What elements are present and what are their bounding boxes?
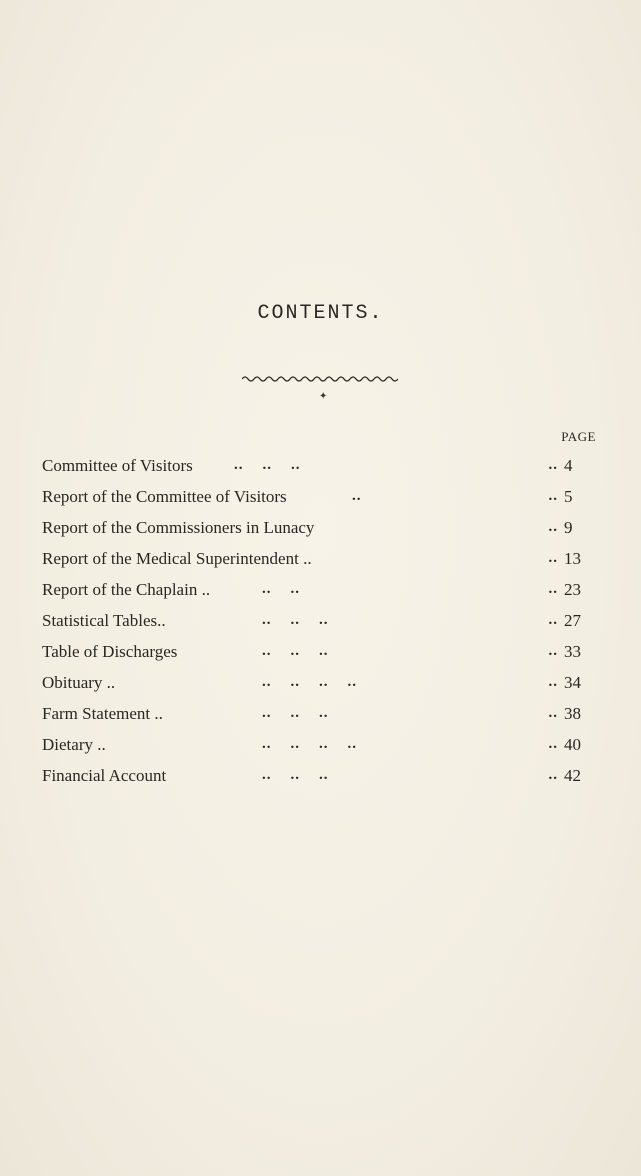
toc-entry-page-number: 9 [564,518,573,537]
toc-entry [42,450,592,481]
toc-entry-page-number: 13 [564,549,581,568]
toc-page-leader: .. [548,581,558,597]
toc-page-leader: .. [548,643,558,659]
toc-entry-leader: .. .. .. [234,457,301,473]
table-of-contents [42,450,592,791]
toc-entry-page-number: 40 [564,735,581,754]
toc-entry-leader: .. .. .. [262,643,329,659]
toc-entry-page-number: 27 [564,611,581,630]
page-column-label: PAGE [561,429,596,444]
toc-entry-title: Report of the Commissioners in Lunacy [42,518,315,537]
toc-entry-title: Committee of Visitors [42,456,193,475]
toc-entry-leader: .. .. .. .. [262,674,357,690]
toc-entry-page-number: 33 [564,642,581,661]
toc-page-leader: .. [548,612,558,628]
toc-page-leader: .. [548,767,558,783]
toc-entry-page-number: 34 [564,673,581,692]
toc-entry [42,481,592,512]
toc-page-leader: .. [548,488,558,504]
toc-entry-page-number: 5 [564,487,573,506]
toc-entry-title: Farm Statement .. [42,704,163,723]
star-ornament-icon: ✦ [319,391,328,402]
page-title: CONTENTS. [257,302,384,325]
toc-entry-title: Dietary .. [42,735,106,754]
toc-entry-title: Report of the Medical Superintendent .. [42,549,312,568]
toc-page-leader: .. [548,519,558,535]
toc-entry [42,636,592,667]
toc-entry-leader: .. .. .. .. [262,736,357,752]
toc-entry-title: Report of the Chaplain .. [42,580,211,599]
toc-entry [42,574,592,605]
toc-entry-title: Report of the Committee of Visitors [42,487,287,506]
toc-entry-title: Statistical Tables.. [42,611,166,630]
toc-entry [42,698,592,729]
toc-entry-title: Table of Discharges [42,642,178,661]
toc-page-leader: .. [548,550,558,566]
toc-entry [42,512,592,543]
toc-entry [42,667,592,698]
toc-page-leader: .. [548,736,558,752]
toc-entry-page-number: 38 [564,704,581,723]
toc-entry [42,760,592,791]
toc-entry-title: Obituary .. [42,673,116,692]
toc-page-leader: .. [548,705,558,721]
toc-entry-page-number: 23 [564,580,581,599]
toc-entry-leader: .. .. .. [262,612,329,628]
toc-entry-page-number: 4 [564,456,573,475]
toc-entry-title: Financial Account [42,766,167,785]
toc-entry-leader: .. .. [262,581,300,597]
toc-entry [42,543,592,574]
toc-entry [42,605,592,636]
toc-page-leader: .. [548,457,558,473]
wavy-rule-ornament [242,374,398,384]
toc-entry-leader: .. .. .. [262,767,329,783]
toc-entry [42,729,592,760]
toc-entry-leader: .. .. .. [262,705,329,721]
toc-page-leader: .. [548,674,558,690]
toc-entry-leader: .. [352,488,362,504]
toc-entry-page-number: 42 [564,766,581,785]
